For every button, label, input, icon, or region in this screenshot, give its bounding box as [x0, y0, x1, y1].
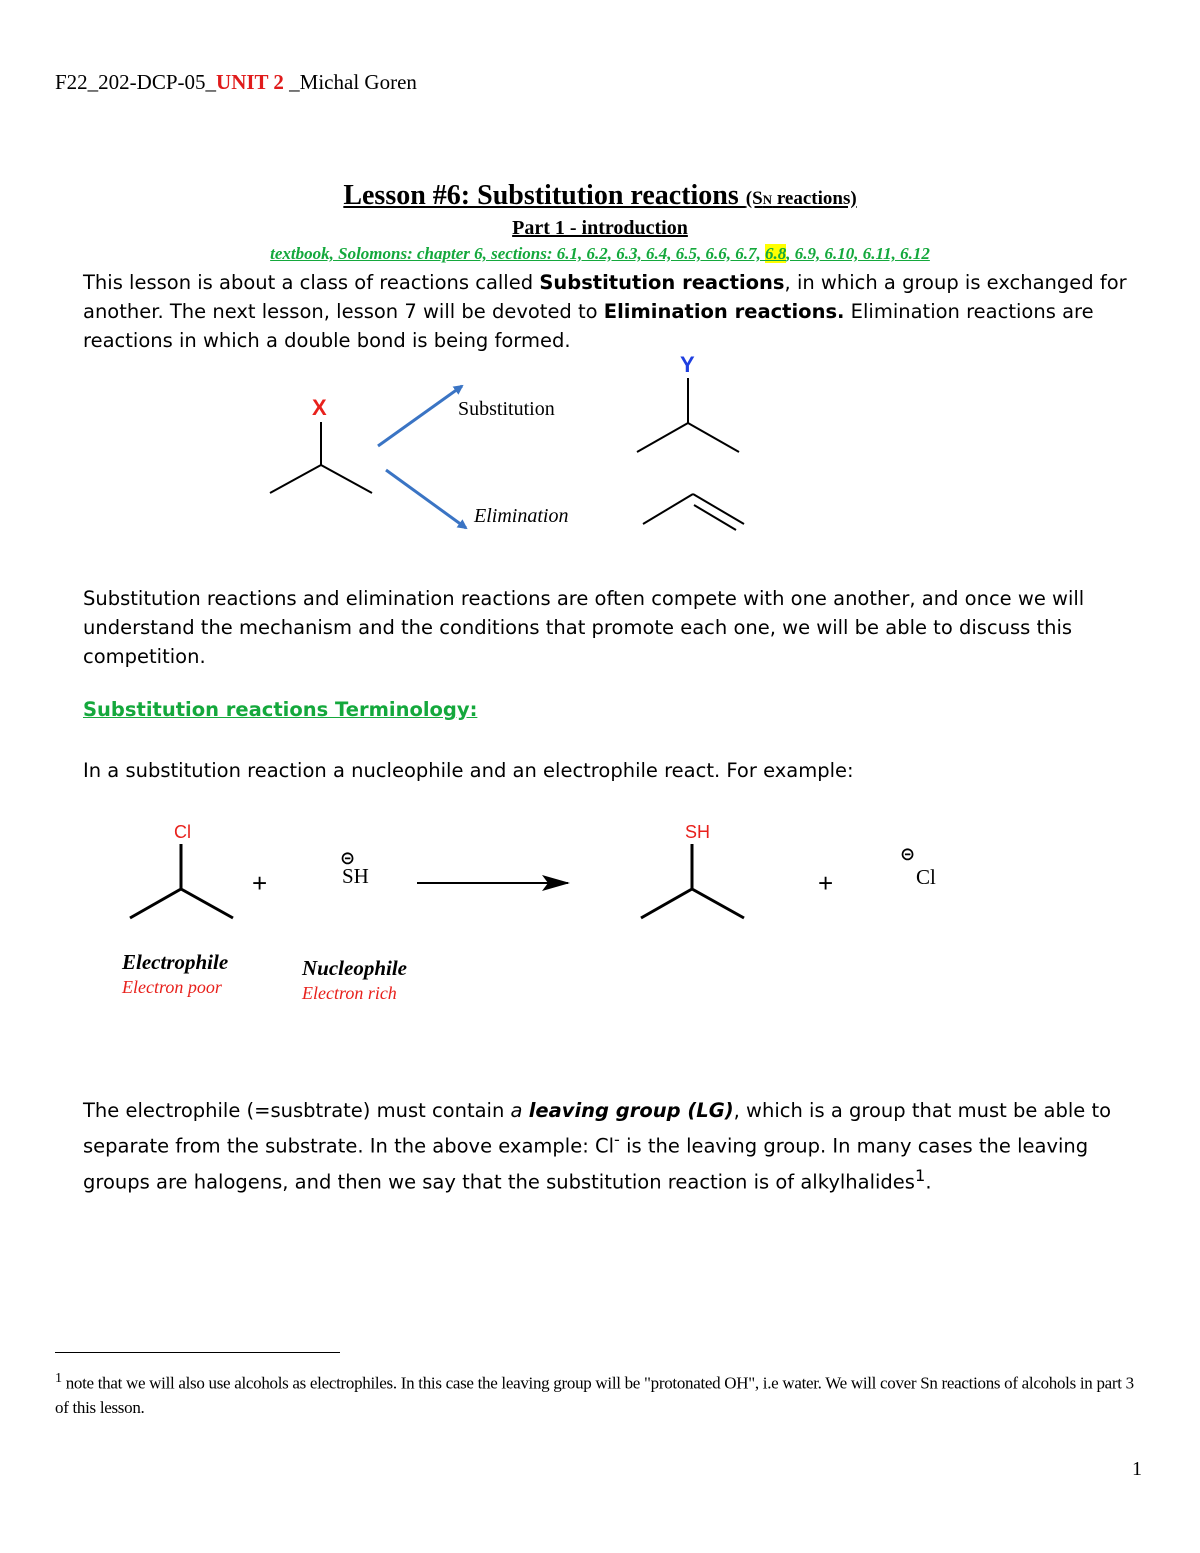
header-unit: UNIT 2: [216, 70, 284, 94]
header-prefix: F22_202-DCP-05_: [55, 70, 217, 94]
footnote: [55, 1366, 1145, 1420]
intro-bold-elimination: Elimination reactions.: [603, 300, 845, 323]
footnote-text: note that we will also use alcohols as electrophiles. In this case the leaving group will be "protonated OH", i.e water. We will cover Sn reactions of alcohols in part 3 of this lesson.: [55, 1373, 1134, 1417]
nucleophile-sh: SH: [342, 864, 369, 888]
alkene-product-skeleton: [643, 494, 744, 530]
nucleophile-charge: ⊝: [340, 848, 356, 869]
lg-text-3: is the leaving group. In many cases the leaving groups are halogens, and then we say that the substitution reaction is of alkylhalides: [83, 1134, 1089, 1193]
lg-text-4: .: [925, 1170, 932, 1193]
competition-paragraph: Substitution reactions and elimination reactions are often compete with one another, and once we will understand the mechanism and the conditions that promote each one, we will be able to discuss this competition.: [83, 587, 1085, 668]
textbook-sections: textbook, Solomons: chapter 6, sections: 6.1, 6.2, 6.3, 6.4, 6.5, 6.6, 6.7,: [270, 244, 766, 263]
elimination-label: Elimination: [474, 505, 569, 527]
lg-text-1: The electrophile (=susbtrate) must contain: [83, 1099, 511, 1122]
footnote-ref[interactable]: 1: [914, 1165, 926, 1185]
electrophile-cl-label: Cl: [174, 822, 191, 842]
intro-text-2: , in which a group is exchanged for another. The next lesson, lesson 7 will be devoted to: [83, 271, 1127, 323]
terminology-heading: Substitution reactions Terminology:: [83, 698, 478, 721]
substitution-product-skeleton: [637, 378, 739, 452]
chloride-charge: ⊝: [900, 844, 916, 865]
textbook-sections-rest: , 6.9, 6.10, 6.11, 6.12: [786, 244, 930, 263]
product-sh-label: SH: [685, 822, 711, 842]
electron-rich-label: Electron rich: [302, 983, 397, 1003]
lesson-subtitle: Part 1 - introduction: [512, 217, 688, 239]
leaving-group-paragraph: [83, 1096, 1143, 1196]
chloride-label: Cl: [916, 865, 936, 889]
nucleophile-label: Nucleophile: [302, 956, 407, 980]
plus-sign-1: +: [252, 868, 268, 898]
substitution-arrow: [378, 386, 462, 446]
lg-text-2: , which is a group that must be able to separate from the substrate. In the above example: Cl: [83, 1099, 1112, 1158]
x-label: X: [312, 395, 327, 420]
electron-poor-label: Electron poor: [122, 977, 222, 997]
highlighted-section: 6.8: [765, 244, 787, 263]
lg-term: leaving group (LG): [528, 1099, 734, 1122]
intro-text-1: This lesson is about a class of reactions called: [83, 271, 540, 294]
lesson-title-paren: (SN reactions): [745, 188, 857, 209]
intro-text-3: Elimination reactions are reactions in which a double bond is being formed.: [83, 300, 1094, 352]
chloride-minus-sup: -: [614, 1130, 620, 1149]
elimination-arrow: [386, 470, 466, 528]
lg-italic-a: a: [510, 1099, 523, 1122]
intro-bold-substitution: Substitution reactions: [539, 271, 785, 294]
plus-sign-2: +: [818, 868, 834, 898]
electrophile-skeleton: [130, 844, 233, 918]
electrophile-label: Electrophile: [122, 950, 229, 974]
substitution-label: Substitution: [458, 398, 555, 420]
footnote-mark: 1: [55, 1370, 62, 1386]
lesson-title-main: Lesson #6: Substitution reactions: [343, 180, 746, 211]
substrate-skeleton: [270, 422, 372, 493]
page-number: 1: [1132, 1458, 1142, 1480]
y-label: Y: [680, 352, 695, 377]
product-skeleton: [641, 844, 744, 918]
footnote-divider: [55, 1352, 340, 1353]
example-intro: In a substitution reaction a nucleophile and an electrophile react. For example:: [83, 759, 854, 782]
header-author: _Michal Goren: [283, 70, 417, 94]
